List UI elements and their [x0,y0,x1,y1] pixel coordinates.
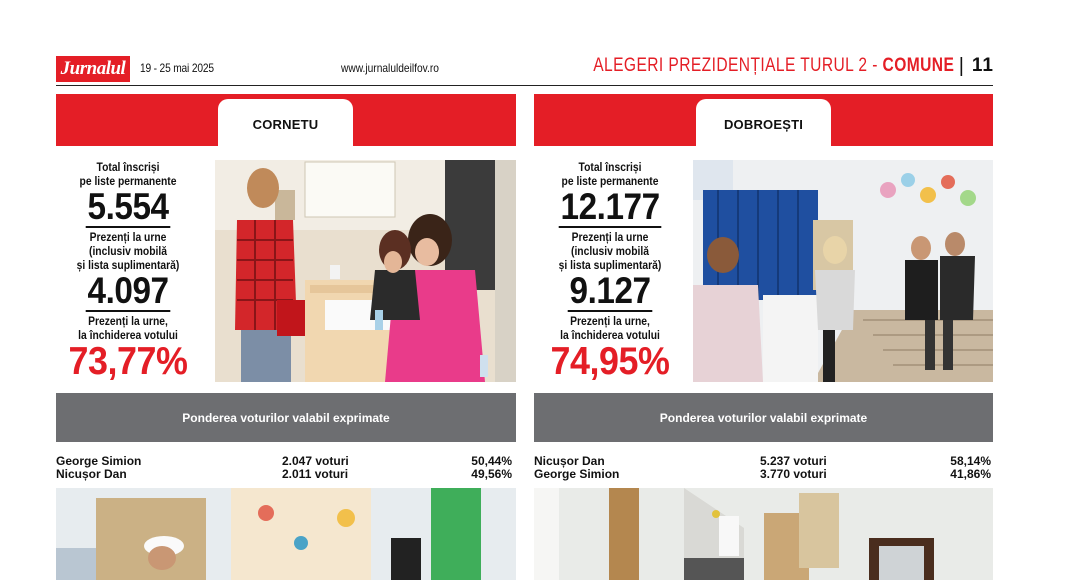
label-total-line1: Total înscriși [96,160,160,174]
label-total-line2: pe liste permanente [79,174,177,188]
commune-name-tab: CORNETU [218,99,353,149]
header-rule [56,85,993,86]
section-title-text: ALEGERI PREZIDENȚIALE TURUL 2 - [593,55,883,76]
label-turnout-line2: la închiderea votului [78,328,178,342]
label-turnout-line1: Prezenți la urne, [570,314,650,328]
label-present-line1: Prezenți la urne [571,230,649,244]
total-registered-value: 12.177 [560,186,660,227]
commune-name-tab: DOBROEȘTI [696,99,831,149]
present-value: 4.097 [87,270,169,311]
issue-date: 19 - 25 mai 2025 [140,61,214,75]
turnout-percentage: 74,95% [550,340,670,383]
candidate-votes: 5.237 voturi [760,454,827,468]
candidate-percentage: 58,14% [950,454,991,468]
label-present-line3: și lista suplimentară) [76,258,180,272]
present-value: 9.127 [569,270,651,311]
label-present-line1: Prezenți la urne [89,230,167,244]
candidate-percentage: 41,86% [950,467,991,481]
polling-station-photo-bottom [56,488,516,580]
polling-station-photo [215,160,516,382]
total-registered-value: 5.554 [87,186,169,227]
candidate-votes: 2.011 voturi [282,467,349,481]
commune-stats [58,160,198,382]
section-title-bold: COMUNE [882,55,955,76]
section-header [514,54,994,78]
label-present-line2: (inclusiv mobilă [571,244,649,258]
vote-row [56,454,516,468]
vote-share-band: Ponderea voturilor valabil exprimate [56,393,516,442]
candidate-percentage: 50,44% [471,454,512,468]
commune-stats [540,160,680,382]
candidate-name: Nicușor Dan [56,467,127,481]
header-separator: | [958,54,964,77]
label-total-line2: pe liste permanente [561,174,659,188]
candidate-percentage: 49,56% [471,467,512,481]
label-turnout-line1: Prezenți la urne, [88,314,168,328]
website-url[interactable]: www.jurnaluldeilfov.ro [341,61,439,75]
vote-row [534,467,993,481]
candidate-name: George Simion [534,467,620,481]
candidate-votes: 3.770 voturi [760,467,827,481]
label-turnout-line2: la închiderea votului [560,328,660,342]
newspaper-logo: Jurnalul [56,56,130,82]
turnout-percentage: 73,77% [68,340,188,383]
label-total-line1: Total înscriși [578,160,642,174]
polling-station-photo-bottom [534,488,993,580]
label-present-line3: și lista suplimentară) [558,258,662,272]
vote-row [56,467,516,481]
candidate-votes: 2.047 voturi [282,454,349,468]
label-present-line2: (inclusiv mobilă [89,244,167,258]
vote-share-band: Ponderea voturilor valabil exprimate [534,393,993,442]
polling-station-photo [693,160,993,382]
candidate-name: Nicușor Dan [534,454,605,468]
page-number: 11 [971,55,994,76]
vote-row [534,454,993,468]
candidate-name: George Simion [56,454,142,468]
section-title [594,55,955,77]
